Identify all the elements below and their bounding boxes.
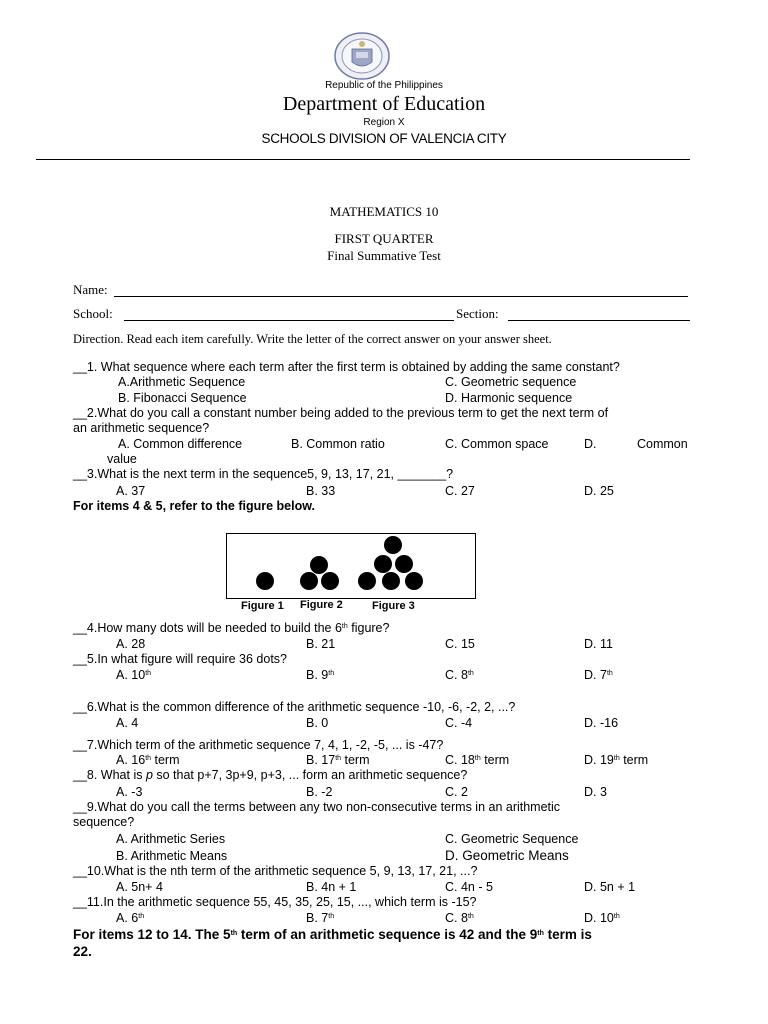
q3-choice-b: B. 33 <box>306 484 336 498</box>
q5-choice-d <box>584 668 613 682</box>
test-type: Final Summative Test <box>327 248 441 263</box>
figure-2-dot <box>300 572 318 590</box>
q7-choice-b <box>306 753 370 767</box>
question-8-pre: __8. What is <box>73 768 146 782</box>
figure-3-dot <box>358 572 376 590</box>
q5-choice-d-text: D. 7 <box>584 668 607 682</box>
q3-choice-c: C. 27 <box>445 484 475 498</box>
dot-pattern-svg <box>227 534 475 598</box>
question-7: __7.Which term of the arithmetic sequence 7, 4, 1, -2, -5, ... is -47? <box>73 738 444 752</box>
name-line[interactable] <box>114 296 688 297</box>
q2-choice-d-text-2: value <box>107 452 137 466</box>
q2-choice-c: C. Common space <box>445 437 549 451</box>
q2-choice-d: D. <box>584 437 597 451</box>
question-11: __11.In the arithmetic sequence 55, 45, 35, 25, 15, ..., which term is -15? <box>73 895 477 909</box>
q11-choice-d-sup: th <box>613 913 620 920</box>
refer-12-14-part3: term is <box>543 927 592 942</box>
question-9-line1: __9.What do you call the terms between any two non-consecutive terms in an arithmetic <box>73 800 561 814</box>
dot-pattern-figure <box>226 533 476 599</box>
q1-choice-b: B. Fibonacci Sequence <box>118 391 247 405</box>
department-title: Department of Education <box>282 93 486 115</box>
school-line[interactable] <box>124 320 454 321</box>
q11-choice-c-text: C. 8 <box>445 911 468 925</box>
q8-choice-b: B. -2 <box>306 785 333 799</box>
q6-choice-c: C. -4 <box>445 716 473 730</box>
q9-choice-b: B. Arithmetic Means <box>116 849 228 863</box>
q3-choice-d: D. 25 <box>584 484 614 498</box>
q7-choice-d-sup: th <box>613 755 620 762</box>
q4-choice-c: C. 15 <box>445 637 475 651</box>
q8-choice-c: C. 2 <box>445 785 468 799</box>
q5-choice-a-sup: th <box>145 670 152 677</box>
figure-3-dot <box>374 555 392 573</box>
question-3: __3.What is the next term in the sequence5, 9, 13, 17, 21, _______? <box>73 467 454 481</box>
q9-choice-c: C. Geometric Sequence <box>445 832 579 846</box>
q9-choice-d: D. Geometric Means <box>445 848 569 863</box>
q1-choice-d: D. Harmonic sequence <box>445 391 573 405</box>
question-8-var: p <box>145 768 153 782</box>
q11-choice-d-text: D. 10 <box>584 911 614 925</box>
q2-choice-a: A. Common difference <box>118 437 243 451</box>
region-text: Region X <box>363 117 405 128</box>
q10-choice-d: D. 5n + 1 <box>584 880 636 894</box>
q10-choice-a: A. 5n+ 4 <box>116 880 163 894</box>
q5-choice-c-sup: th <box>467 670 474 677</box>
question-1: __1. What sequence where each term after the first term is obtained by adding the same constant? <box>73 360 620 374</box>
name-label: Name: <box>73 282 108 297</box>
figure-3-dot <box>395 555 413 573</box>
section-line[interactable] <box>508 320 690 321</box>
q4-choice-a: A. 28 <box>116 637 146 651</box>
republic-text: Republic of the Philippines <box>325 80 443 91</box>
q6-choice-a: A. 4 <box>116 716 139 730</box>
q11-choice-a-sup: th <box>138 913 145 920</box>
figure-3-dot <box>384 536 402 554</box>
q7-choice-c-sup: th <box>474 755 481 762</box>
question-4-text-end: figure? <box>347 621 390 635</box>
q5-choice-b-sup: th <box>328 670 335 677</box>
q11-choice-d <box>584 911 620 925</box>
figure-2-label: Figure 2 <box>300 599 343 611</box>
q7-choice-a-text: A. 16 <box>116 753 146 767</box>
q5-choice-b-text: B. 9 <box>306 668 329 682</box>
q1-choice-c: C. Geometric sequence <box>445 375 577 389</box>
q7-choice-d-suffix: term <box>619 753 649 767</box>
figure-1-dot <box>256 572 274 590</box>
question-2-line1: __2.What do you call a constant number being added to the previous term to get the next term of <box>73 406 609 420</box>
subject-title: MATHEMATICS 10 <box>329 204 439 219</box>
q7-choice-c-suffix: term <box>480 753 510 767</box>
q11-choice-b-text: B. 7 <box>306 911 329 925</box>
question-10: __10.What is the nth term of the arithmetic sequence 5, 9, 13, 17, 21, ...? <box>73 864 478 878</box>
quarter-title: FIRST QUARTER <box>334 231 434 246</box>
q7-choice-d-text: D. 19 <box>584 753 614 767</box>
q7-choice-b-text: B. 17 <box>306 753 336 767</box>
figure-2-dot <box>310 556 328 574</box>
question-8-post: so that p+7, 3p+9, p+3, ... form an arithmetic sequence? <box>152 768 468 782</box>
q4-choice-d: D. 11 <box>584 637 613 651</box>
section-label: Section: <box>456 306 499 321</box>
q7-choice-a <box>116 753 180 767</box>
q7-choice-c-text: C. 18 <box>445 753 475 767</box>
q5-choice-c <box>445 668 474 682</box>
refer-12-14-part2: term of an arithmetic sequence is 42 and the 9 <box>237 927 538 942</box>
q7-choice-d <box>584 753 648 767</box>
q5-choice-d-sup: th <box>606 670 613 677</box>
q11-choice-a <box>116 911 144 925</box>
question-9-line2: sequence? <box>73 815 135 829</box>
question-4 <box>73 621 389 635</box>
deped-seal-logo <box>334 32 390 80</box>
q5-choice-a <box>116 668 151 682</box>
direction-text: Direction. Read each item carefully. Write the letter of the correct answer on your answer sheet. <box>73 332 552 346</box>
q2-choice-d-text: Common <box>637 437 688 451</box>
q7-choice-c <box>445 753 509 767</box>
question-4-sup: th <box>341 623 348 630</box>
q11-choice-a-text: A. 6 <box>116 911 139 925</box>
question-4-text: __4.How many dots will be needed to build the 6 <box>73 621 342 635</box>
q4-choice-b: B. 21 <box>306 637 336 651</box>
q11-choice-b-sup: th <box>328 913 335 920</box>
figure-2-dot <box>321 572 339 590</box>
q8-choice-d: D. 3 <box>584 785 607 799</box>
q7-choice-a-suffix: term <box>151 753 180 767</box>
q7-choice-a-sup: th <box>145 755 152 762</box>
q10-choice-c: C. 4n - 5 <box>445 880 493 894</box>
question-2-line2: an arithmetic sequence? <box>73 421 210 435</box>
q3-choice-a: A. 37 <box>116 484 146 498</box>
q5-choice-c-text: C. 8 <box>445 668 468 682</box>
q9-choice-a: A. Arithmetic Series <box>116 832 226 846</box>
q7-choice-b-suffix: term <box>341 753 370 767</box>
question-8 <box>73 768 467 782</box>
header-divider <box>36 159 690 160</box>
figure-3-dot <box>382 572 400 590</box>
school-label: School: <box>73 306 113 321</box>
q2-choice-b: B. Common ratio <box>291 437 385 451</box>
refer-items-12-14-line2: 22. <box>73 944 92 959</box>
q1-choice-a: A.Arithmetic Sequence <box>118 375 246 389</box>
q6-choice-d: D. -16 <box>584 716 619 730</box>
figure-3-dot <box>405 572 423 590</box>
question-6: __6.What is the common difference of the arithmetic sequence -10, -6, -2, 2, ...? <box>73 700 516 714</box>
q5-choice-b <box>306 668 334 682</box>
question-5: __5.In what figure will require 36 dots? <box>73 652 288 666</box>
q8-choice-a: A. -3 <box>116 785 143 799</box>
q11-choice-c <box>445 911 474 925</box>
refer-items-4-5: For items 4 & 5, refer to the figure below. <box>73 499 315 513</box>
q6-choice-b: B. 0 <box>306 716 329 730</box>
q11-choice-b <box>306 911 334 925</box>
q5-choice-a-text: A. 10 <box>116 668 146 682</box>
q7-choice-b-sup: th <box>335 755 342 762</box>
figure-3-label: Figure 3 <box>372 600 415 612</box>
refer-items-12-14 <box>73 927 592 942</box>
q11-choice-c-sup: th <box>467 913 474 920</box>
figure-1-label: Figure 1 <box>241 600 284 612</box>
refer-12-14-sup2: th <box>537 930 544 937</box>
division-title: SCHOOLS DIVISION OF VALENCIA CITY <box>261 131 507 146</box>
q10-choice-b: B. 4n + 1 <box>306 880 357 894</box>
refer-12-14-part1: For items 12 to 14. The 5 <box>73 927 231 942</box>
refer-12-14-sup1: th <box>230 930 238 937</box>
